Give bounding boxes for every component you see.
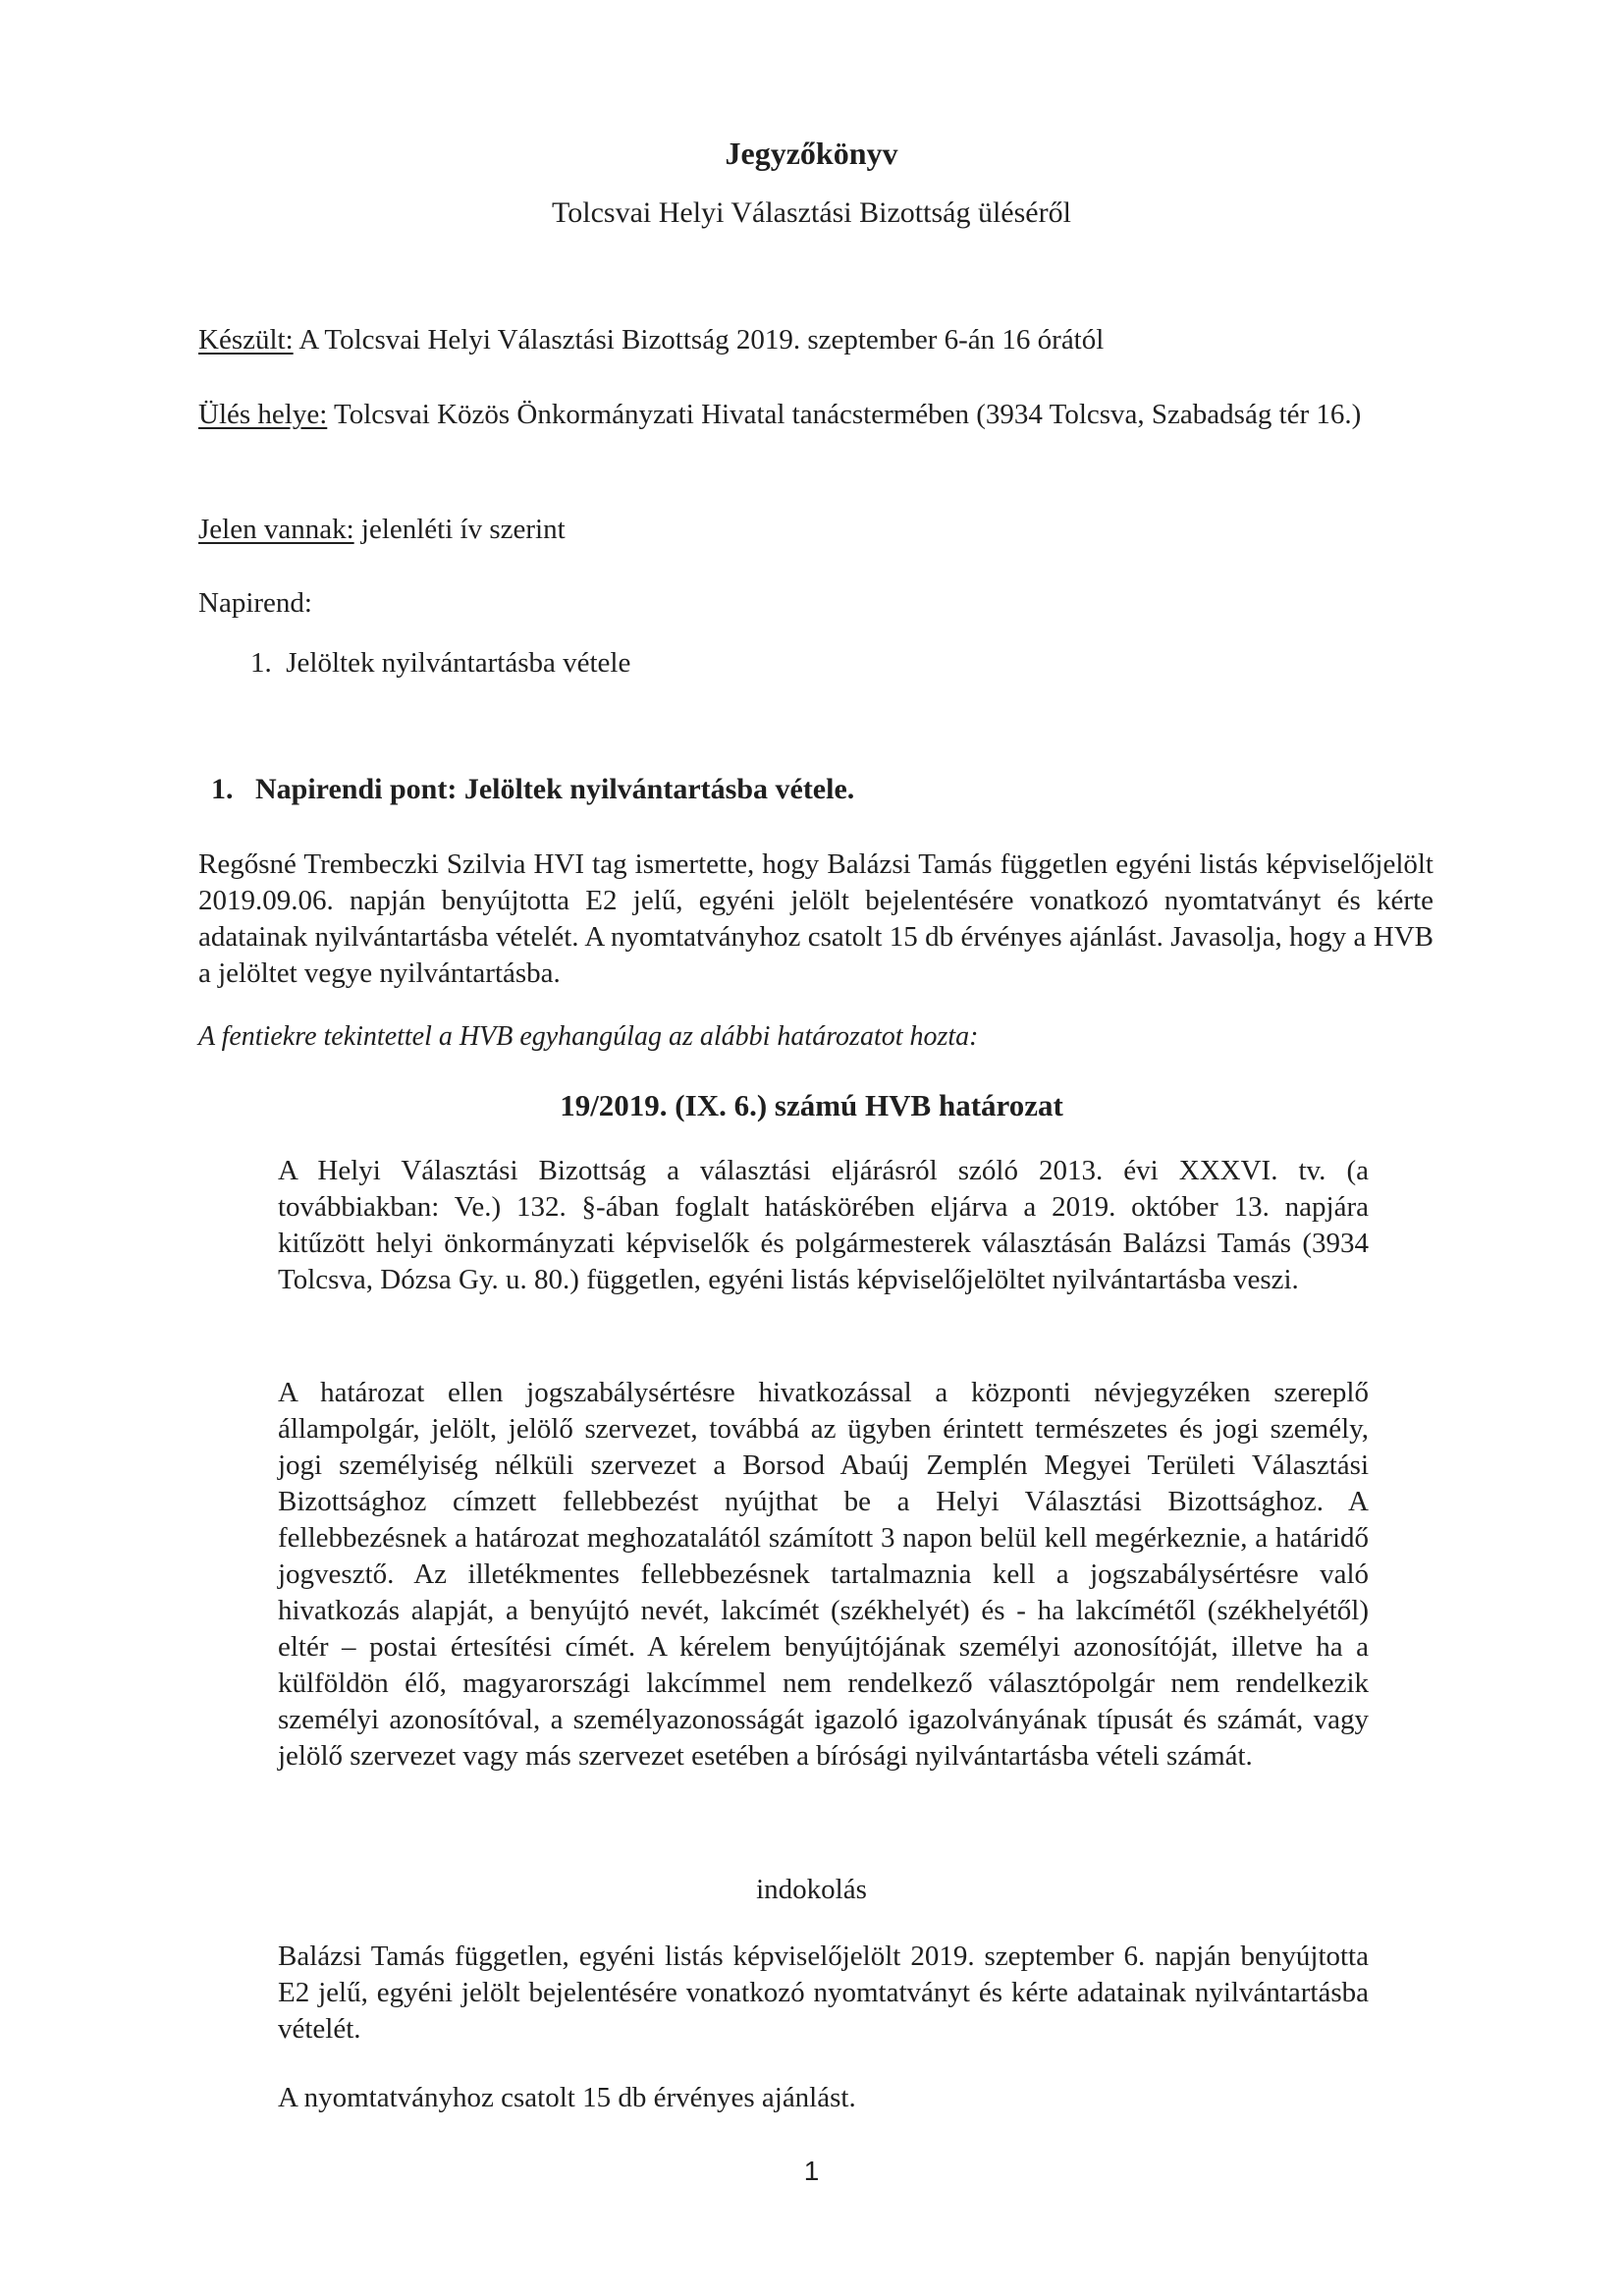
agenda-label: Napirend: (198, 587, 312, 619)
decision-title: 19/2019. (IX. 6.) számú HVB határozat (560, 1088, 1063, 1122)
decision-paragraph-1: A Helyi Választási Bizottság a választási eljárásról szóló 2013. évi XXXVI. tv. (a továbbiakban: Ve.) 132. §-ában foglalt hatáskörében eljárva a 2019. október 13. napjára kitűzött helyi önkormányzati képviselők és polgármesterek választásán Balázsi Tamás (3934 Tolcsva, Dózsa Gy. u. 80.) független, egyéni listás képviselőjelöltet nyilvántartásba veszi. (278, 1155, 1369, 1295)
attendance-label: Jelen vannak: (198, 514, 354, 545)
section-heading: 1. Napirendi pont: Jelöltek nyilvántartásba vétele. (211, 773, 855, 805)
attendance-value: jelenléti ív szerint (360, 514, 566, 545)
attendance-line (198, 516, 566, 544)
document-title: Jegyzőkönyv (725, 136, 898, 171)
venue-label: Ülés helye: (198, 399, 328, 430)
venue-line (198, 398, 1434, 432)
prepared-line (198, 326, 1104, 355)
intro-paragraph: Regősné Trembeczki Szilvia HVI tag ismertette, hogy Balázsi Tamás független egyéni listás képviselőjelölt 2019.09.06. napján benyújtotta E2 jelű, egyéni jelölt bejelentésére vonatkozó nyomtatványt és kérte adatainak nyilvántartásba vételét. A nyomtatványhoz csatolt 15 db érvényes ajánlást. Javasolja, hogy a HVB a jelöltet vegye nyilvántartásba. (198, 848, 1434, 989)
reasoning-title: indokolás (756, 1874, 867, 1905)
venue-value: Tolcsvai Közös Önkormányzati Hivatal tanácstermében (3934 Tolcsva, Szabadság tér 16.) (334, 399, 1362, 430)
decision-paragraph-2: A határozat ellen jogszabálysértésre hivatkozással a központi névjegyzéken szereplő állampolgár, jelölt, jelölő szervezet, továbbá az ügyben érintett természetes és jogi személy, jogi személyiség nélküli szervezet a Borsod Abaúj Zemplén Megyei Területi Választási Bizottsághoz címzett fellebbezést nyújthat be a Helyi Választási Bizottsághoz. A fellebbezésnek a határozat meghozatalától számított 3 napon belül kell megérkeznie, a határidő jogvesztő. Az illetékmentes fellebbezésnek tartalmaznia kell a jogszabálysértésre való hivatkozás alapját, a benyújtó nevét, lakcímét (székhelyét) és - ha lakcímétől (székhelyétől) eltér – postai értesítési címét. A kérelem benyújtójának személyi azonosítóját, illetve ha a külföldön élő, magyarországi lakcímmel nem rendelkező választópolgár nem rendelkezik személyi azonosítóval, a személyazonosságát igazoló igazolványának típusát és számát, vagy jelölő szervezet vagy más szervezet esetében a bírósági nyilvántartásba vételi számát. (278, 1377, 1369, 1772)
prepared-value: A Tolcsvai Helyi Választási Bizottság 2019. szeptember 6-án 16 órától (298, 324, 1105, 355)
page-number: 1 (803, 2156, 820, 2186)
reasoning-paragraph-1: Balázsi Tamás független, egyéni listás képviselőjelölt 2019. szeptember 6. napján benyújtotta E2 jelű, egyéni jelölt bejelentésére vonatkozó nyomtatványt és kérte adatainak nyilvántartásba vételét. (278, 1941, 1369, 2045)
prepared-label: Készült: (198, 324, 294, 355)
agenda-item: 1. Jelöltek nyilvántartásba vétele (250, 647, 631, 679)
reasoning-paragraph-2: A nyomtatványhoz csatolt 15 db érvényes ajánlást. (278, 2082, 856, 2113)
decision-intro: A fentiekre tekintettel a HVB egyhangúlag az alábbi határozatot hozta: (198, 1021, 979, 1052)
document-subtitle: Tolcsvai Helyi Választási Bizottság üléséről (552, 196, 1071, 229)
